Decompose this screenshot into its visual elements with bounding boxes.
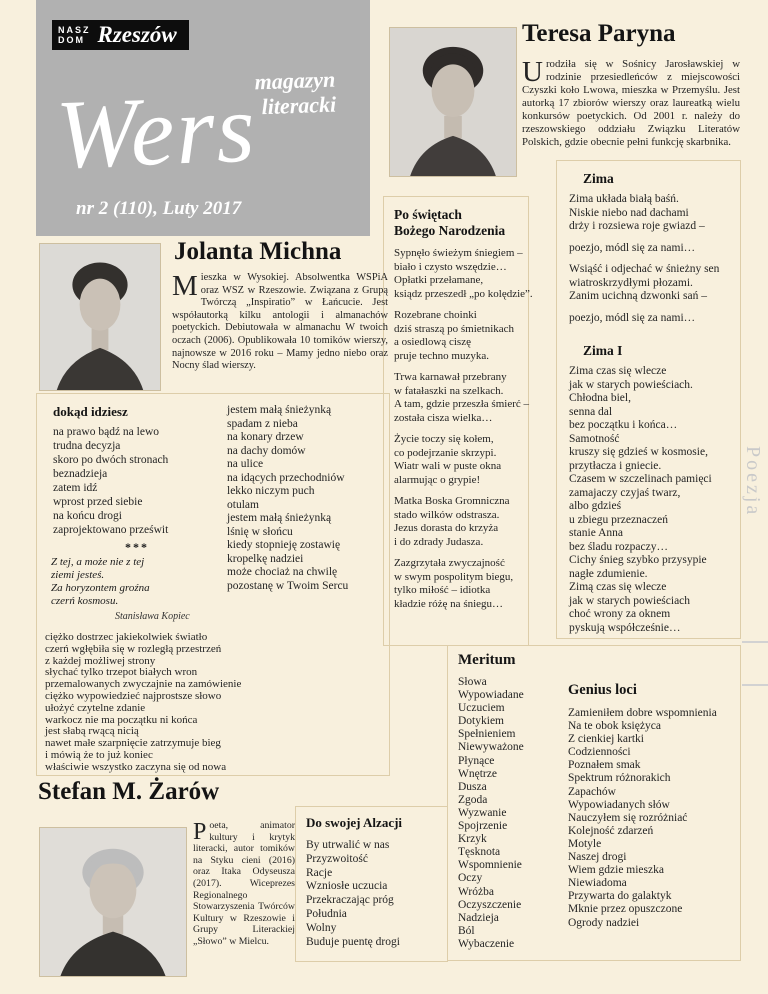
logo-word-dom: DOM: [58, 35, 85, 45]
poem-line: nawet małe szarpnięcie zatrzymuje bieg: [45, 737, 221, 750]
poem-line: Słowa: [458, 676, 487, 688]
poem-line: dziś straszą po śmietnikach: [394, 322, 515, 335]
subtitle-word-magazyn: magazyn: [254, 66, 336, 95]
poem-line: i do zdrady Judasza.: [394, 535, 484, 548]
stanza-marker: ***: [125, 540, 149, 554]
poem-line: zaprojektowano prześwit: [53, 524, 169, 536]
poem-line: Cichy śnieg szybko przysypie: [569, 554, 707, 566]
stanza-gap: [569, 304, 728, 312]
poem-line: Wspomnienie: [458, 859, 522, 872]
poem-line: Przyzwoitość: [306, 852, 368, 865]
poem-line: Zanim ucichną dzwonki sań –: [569, 290, 707, 302]
poem-line: wprost przed siebie: [53, 496, 143, 508]
bio-stefan-zarow: [193, 820, 295, 948]
poem-line: Wiem gdzie mieszka: [568, 864, 664, 877]
poem-alzacja: [306, 839, 437, 949]
poem-zima: [569, 193, 728, 325]
poem-line: właściwie wszystko zaczyna się od nowa: [45, 760, 227, 773]
poem-line: Matka Boska Gromniczna: [394, 495, 510, 507]
epigraph-attribution: Stanisława Kopiec: [115, 611, 190, 622]
poem-line: Wybaczenie: [458, 937, 515, 950]
poem-line: Wypowiadanych słów: [568, 798, 670, 811]
poem-line: spadam z nieba: [227, 417, 298, 430]
poem-line: wiatroskrzydłymi płozami.: [569, 276, 693, 289]
poem-line: Zima czas się wlecze: [569, 365, 667, 377]
poem-line: Nauczyłem się rozróżniać: [568, 811, 688, 824]
poem-title-zima: Zima: [583, 171, 614, 186]
poem-line: Płynące: [458, 754, 495, 767]
poem-line: Życie toczy się kołem,: [394, 433, 494, 445]
poem-line: lekko niczym puch: [227, 485, 315, 497]
poem-line: na idących przechodniów: [227, 471, 345, 484]
poem-line: Południa: [306, 907, 347, 920]
magazine-title: Wers: [54, 74, 259, 190]
poem-line: Czasem w szczelinach pamięci: [569, 473, 712, 485]
poem-line: Wróżba: [458, 885, 494, 898]
poem-line: przytłacza i gniecie.: [569, 459, 662, 472]
poem-zima-i: [569, 365, 728, 635]
poem-line: czerń kosmosu.: [51, 595, 119, 607]
poem-sniezynka: [227, 404, 387, 593]
poem-line: warkocz nie ma początku ni końca: [45, 713, 198, 726]
section-label-poezja: Poezja: [742, 446, 764, 518]
poem-line: na dachy domów: [227, 444, 306, 457]
poem-title-meritum: Meritum: [458, 652, 516, 668]
poem-line: kiedy stopnieję zostawię: [227, 539, 341, 551]
poem-ciezko: [45, 632, 385, 774]
poem-line: Racje: [306, 866, 333, 879]
poem-line: Naszej drogi: [568, 851, 627, 864]
poem-box-michna: [36, 393, 390, 776]
stanza-gap: [569, 255, 728, 263]
dropcap: M: [172, 270, 198, 302]
author-name-stefan-zarow: Stefan M. Żarów: [38, 778, 220, 805]
poem-line: nagłe zdumienie.: [569, 567, 648, 580]
poem-title-po-swietach-2: Bożego Narodzenia: [394, 223, 506, 238]
poem-line: na końcu drogi: [53, 510, 122, 522]
poem-line: lśnię w słońcu: [227, 525, 293, 538]
poem-line: ciężko wypowiedzieć najprostsze słowo: [45, 689, 222, 702]
bio-text: rodziła się w Sośnicy Jarosławskiej w rodzinie przesiedleńców z miejscowości Czyszki koło Lwowa, mieszka w Przemyślu. Jest autorką 17 zbiorów wierszy oraz laureatką wielu konkursów poetyckich. Od 2001 r. należy do rzeszowskiego oddziału Związku Literatów Polskich, gdzie obecnie pełni funkcję skarbnika.: [522, 58, 740, 148]
poem-line: czerń wgłębiła się w rozległą przestrzeń: [45, 642, 222, 655]
poem-line: otulam: [227, 498, 259, 511]
poem-line: bez śladu rozpaczy…: [569, 540, 668, 553]
stanza-gap: [394, 301, 518, 309]
poem-line: u zbiegu przeznaczeń: [569, 513, 668, 526]
poem-line: Wsiąść i odjechać w śnieżny sen: [569, 263, 720, 275]
bio-text: oeta, animator kultury i krytyk literacki, autor tomików na Styku cieni (2016) oraz Itaka Odyseusza (2017). Wiceprezes Regionalnego Stowarzyszenia Twórców Kultury w Rzeszowie i Grupy Literackiej „Słowo” w Mielcu.: [193, 820, 295, 947]
poem-line: Z cienkiej kartki: [568, 733, 644, 746]
poem-line: Wiatr wali w puste okna: [394, 460, 502, 472]
poem-meritum: [458, 676, 563, 951]
poem-line: Na te obok księżyca: [568, 720, 661, 733]
poem-line: ziemi jesteś.: [51, 569, 105, 581]
poem-line: By utrwalić w nas: [306, 839, 390, 851]
poem-title-dokad-idziesz: dokąd idziesz: [53, 404, 128, 419]
poem-line: Zazgrzytała zwyczajność: [394, 557, 505, 569]
poem-line: tylko miłość – idiotka: [394, 584, 491, 596]
poem-line: beznadzieja: [53, 468, 108, 480]
publisher-logo: [52, 20, 189, 50]
masthead: [36, 0, 370, 236]
poem-line: kładzie różę na śniegu…: [394, 597, 504, 610]
poem-line: Niewyważone: [458, 741, 524, 754]
poem-line: biało i czysto wszędzie…: [394, 260, 507, 273]
poem-line: Zapachów: [568, 785, 616, 798]
poem-line: zatem idź: [53, 482, 98, 494]
logo-city: Rzeszów: [97, 22, 177, 47]
poem-line: Zima układa białą baśń.: [569, 193, 679, 205]
poem-dokad-idziesz-lines: [53, 425, 218, 537]
poem-line: Spektrum różnorakich: [568, 772, 671, 785]
poem-line: Mknie przez opuszczone: [568, 903, 683, 916]
portrait-silhouette: [40, 244, 160, 390]
poem-line: jest słabą rwącą nicią: [45, 725, 139, 738]
poem-line: Przekraczając próg: [306, 894, 394, 907]
poem-line: stanie Anna: [569, 527, 623, 539]
poem-line: Zamieniłem dobre wspomnienia: [568, 707, 717, 719]
poem-line: Zimą czas się wlecze: [569, 581, 667, 593]
poem-line: może chociaż na chwilę: [227, 566, 338, 578]
stanza-gap: [394, 425, 518, 433]
stanza-gap: [394, 487, 518, 495]
poem-line: na prawo bądź na lewo: [53, 426, 160, 438]
poem-line: kropelkę nadziei: [227, 552, 304, 565]
poem-line: pyskują współcześnie…: [569, 621, 681, 634]
dropcap: U: [522, 56, 543, 88]
poem-title-alzacja: Do swojej Alzacji: [306, 815, 403, 830]
poem-line: a osiedlową ciszę: [394, 336, 471, 348]
poem-line: Motyle: [568, 837, 602, 850]
poem-line: Niewiadoma: [568, 877, 627, 890]
stanza-gap: [394, 363, 518, 371]
poem-genius-loci-lines: [568, 707, 736, 930]
bio-text: ieszka w Wysokiej. Absolwentka WSPiA oraz WSZ w Rzeszowie. Związana z Grupą Twórczą „Inspiratio” w Łańcucie. Jest współautorką kilku antologii i almanachów poetyckich. Debiutowała w almanachu W twoich oczach (2006). Opublikowała 10 tomików wierszy, najnowsze w 2016 roku – Mamy jedno niebo oraz Nocny ślad wierszy.: [172, 272, 388, 372]
poem-line: Ból: [458, 924, 475, 937]
poem-line: została cisza wielka…: [394, 411, 493, 424]
poem-title-zima-i: Zima I: [583, 343, 623, 358]
edge-mark: [742, 641, 768, 643]
poem-line: ksiądz przeszedł „po kolędzie”.: [394, 287, 533, 300]
photo-teresa-paryna: [390, 28, 516, 176]
poem-line: ciężko dostrzec jakiekolwiek światło: [45, 631, 208, 643]
poem-line: Za horyzontem groźna: [51, 582, 150, 594]
photo-stefan-zarow: [40, 828, 186, 976]
portrait-silhouette: [40, 828, 186, 976]
poem-line: Niskie niebo nad dachami: [569, 206, 689, 219]
poem-line: w fatałaszki na szelkach.: [394, 384, 504, 397]
poem-title-genius-loci: Genius loci: [568, 682, 637, 698]
poem-line: Ogrody nadziei: [568, 916, 640, 929]
poem-line: Sypnęło świeżym śniegiem –: [394, 247, 523, 259]
poem-line: Dusza: [458, 780, 487, 793]
poem-line: Wzniosłe uczucia: [306, 880, 388, 893]
logo-word-nasz: NASZ: [58, 25, 91, 35]
poem-line: choć wrony za oknem: [569, 608, 671, 620]
poem-line: Wolny: [306, 921, 337, 934]
poem-line: Zgoda: [458, 793, 488, 806]
poem-line: kruszy się gdzieś w kosmosie,: [569, 446, 708, 458]
poem-epigraph: [51, 556, 150, 608]
poem-line: Trwa karnawał przebrany: [394, 371, 507, 383]
poem-line: w swym pospolitym biegu,: [394, 570, 514, 583]
poem-line: bez początku i końca…: [569, 419, 678, 431]
poem-box-alzacja: [295, 806, 448, 962]
poem-line: przemalowanych zwyczajnie na zamówienie: [45, 678, 242, 691]
poem-line: na konary drzew: [227, 431, 304, 443]
poem-line: Spojrzenie: [458, 820, 508, 833]
stanza-gap: [394, 549, 518, 557]
poem-line: Przywarta do galaktyk: [568, 890, 672, 903]
issue-number: nr 2 (110), Luty 2017: [76, 198, 242, 219]
poem-line: Jezus dorasta do krzyża: [394, 522, 499, 534]
poem-line: co podejrzanie skrzypi.: [394, 446, 497, 459]
poem-line: Spełnieniem: [458, 728, 516, 741]
poem-line: ułożyć czytelne zdanie: [45, 701, 146, 714]
publisher-logo-stack: [58, 25, 91, 45]
poem-line: i mówią że to już koniec: [45, 748, 153, 761]
poem-line: Oczy: [458, 872, 483, 885]
poem-line: Nadzieja: [458, 911, 499, 924]
photo-jolanta-michna: [40, 244, 160, 390]
bio-teresa-paryna: [522, 58, 740, 149]
poem-line: Wnętrze: [458, 767, 497, 780]
poem-line: pruje techno muzyka.: [394, 349, 489, 362]
poem-line: Tęsknota: [458, 846, 501, 859]
poem-genius-loci: [568, 682, 736, 930]
poem-dokad-idziesz: [53, 404, 218, 537]
poem-line: alarmując o grypie!: [394, 473, 481, 486]
poem-line: Poznałem smak: [568, 759, 641, 772]
dropcap: P: [193, 819, 207, 845]
poem-line: Rozebrane choinki: [394, 309, 477, 321]
poem-line: Wypowiadane: [458, 689, 524, 702]
poem-line: Samotność: [569, 432, 620, 445]
bio-jolanta-michna: [172, 272, 388, 373]
poem-line: z każdej możliwej strony: [45, 654, 156, 667]
poem-line: Z tej, a może nie z tej: [51, 556, 145, 568]
poem-line: na ulice: [227, 458, 264, 470]
poem-box-po-swietach: [383, 196, 533, 646]
poem-line: zamajaczy czyjaś twarz,: [569, 486, 681, 499]
subtitle-word-literacki: literacki: [261, 91, 337, 120]
poem-line: pozostanę w Twoim Sercu: [227, 579, 349, 592]
poem-line: senna dal: [569, 405, 613, 418]
poem-line: Kolejność zdarzeń: [568, 824, 654, 837]
author-name-teresa-paryna: Teresa Paryna: [522, 20, 676, 47]
poem-line: Wyzwanie: [458, 806, 507, 819]
edge-mark: [742, 684, 768, 686]
poem-line: Dotykiem: [458, 715, 504, 728]
poem-line: skoro po dwóch stronach: [53, 454, 169, 466]
poem-line: Buduje puentę drogi: [306, 935, 400, 948]
poem-line: trudna decyzja: [53, 440, 121, 452]
poem-line: Opłatki przełamane,: [394, 274, 484, 286]
poem-line: jak w starych powieściach: [569, 594, 691, 607]
poem-box-zima: [556, 160, 741, 639]
poem-line: Uczuciem: [458, 702, 505, 715]
poem-line: słychać tylko trzepot białych wron: [45, 666, 198, 679]
poem-line: stado wilków odstrasza.: [394, 508, 500, 521]
poem-line: A tam, gdzie przeszła śmierć –: [394, 398, 530, 410]
poem-line: Krzyk: [458, 833, 487, 846]
poem-line: jestem małą śnieżynką: [227, 512, 332, 524]
poem-title-po-swietach-1: Po świętach: [394, 207, 462, 222]
poem-line: jestem małą śnieżynką: [227, 404, 332, 416]
poem-line: Codzienności: [568, 746, 631, 759]
stanza-gap: [569, 234, 728, 242]
portrait-silhouette: [390, 28, 516, 176]
poem-line: jak w starych powieściach.: [569, 378, 693, 391]
poem-line: Chłodna biel,: [569, 392, 631, 404]
poem-line: Oczyszczenie: [458, 898, 522, 911]
poem-po-swietach: [394, 247, 533, 611]
poem-box-meritum: [447, 645, 741, 961]
poem-line: poezjo, módl się za nami…: [569, 241, 696, 254]
magazine-subtitle: [254, 67, 336, 120]
author-name-jolanta-michna: Jolanta Michna: [174, 238, 342, 265]
poem-line: albo gdzieś: [569, 500, 622, 512]
poem-line: poezjo, módl się za nami…: [569, 311, 696, 324]
poem-line: drży i rozsiewa roje gwiazd –: [569, 220, 705, 232]
